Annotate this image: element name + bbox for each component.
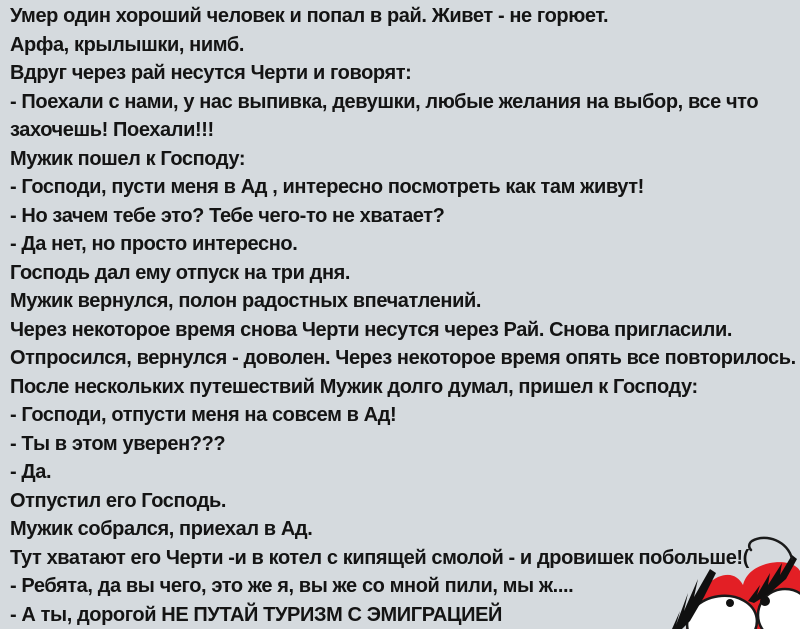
text-line: Тут хватают его Черти -и в котел с кипящей смолой - и дровишек побольше!( xyxy=(10,546,749,569)
text-line: - Поехали с нами, у нас выпивка, девушки, любые желания на выбор, все что xyxy=(10,90,759,113)
text-line: Мужик пошел к Господу: xyxy=(10,147,246,170)
text-line: - Да нет, но просто интересно. xyxy=(10,233,298,255)
text-line: Мужик вернулся, полон радостных впечатлений. xyxy=(10,290,482,312)
text-line: Отпросился, вернулся - доволен. Через некоторое время опять все повторилось. xyxy=(10,347,796,369)
rage-face-icon xyxy=(650,529,800,629)
hair-curl xyxy=(749,538,792,559)
text-line: - Ты в этом уверен??? xyxy=(10,432,226,455)
text-line: - Господи, пусти меня в Ад , интересно посмотреть как там живут! xyxy=(10,176,644,198)
right-pupil xyxy=(760,596,770,606)
text-line: Умер один хороший человек и попал в рай. Живет - не горюет. xyxy=(10,5,609,27)
text-line: Через некоторое время снова Черти несутся через Рай. Снова пригласили. xyxy=(10,318,733,341)
text-line: Арфа, крылышки, нимб. xyxy=(10,33,244,56)
text-line: Господь дал ему отпуск на три дня. xyxy=(10,261,351,284)
text-line: После нескольких путешествий Мужик долго думал, пришел к Господу: xyxy=(10,375,698,398)
text-line: захочешь! Поехали!!! xyxy=(10,119,214,141)
text-line: - Ребята, да вы чего, это же я, вы же со мной пили, мы ж.... xyxy=(10,575,574,597)
text-line: Отпустил его Господь. xyxy=(10,489,227,512)
text-line: Вдруг через рай несутся Черти и говорят: xyxy=(10,62,412,84)
text-line: Мужик собрался, приехал в Ад. xyxy=(10,518,313,540)
text-line: - Господи, отпусти меня на совсем в Ад! xyxy=(10,404,397,426)
left-pupil xyxy=(726,599,734,607)
text-line: - Но зачем тебе это? Тебе чего-то не хватает? xyxy=(10,204,445,227)
text-line: - А ты, дорогой НЕ ПУТАЙ ТУРИЗМ С ЭМИГРАЦИЕЙ xyxy=(10,603,503,626)
text-line: - Да. xyxy=(10,461,52,483)
